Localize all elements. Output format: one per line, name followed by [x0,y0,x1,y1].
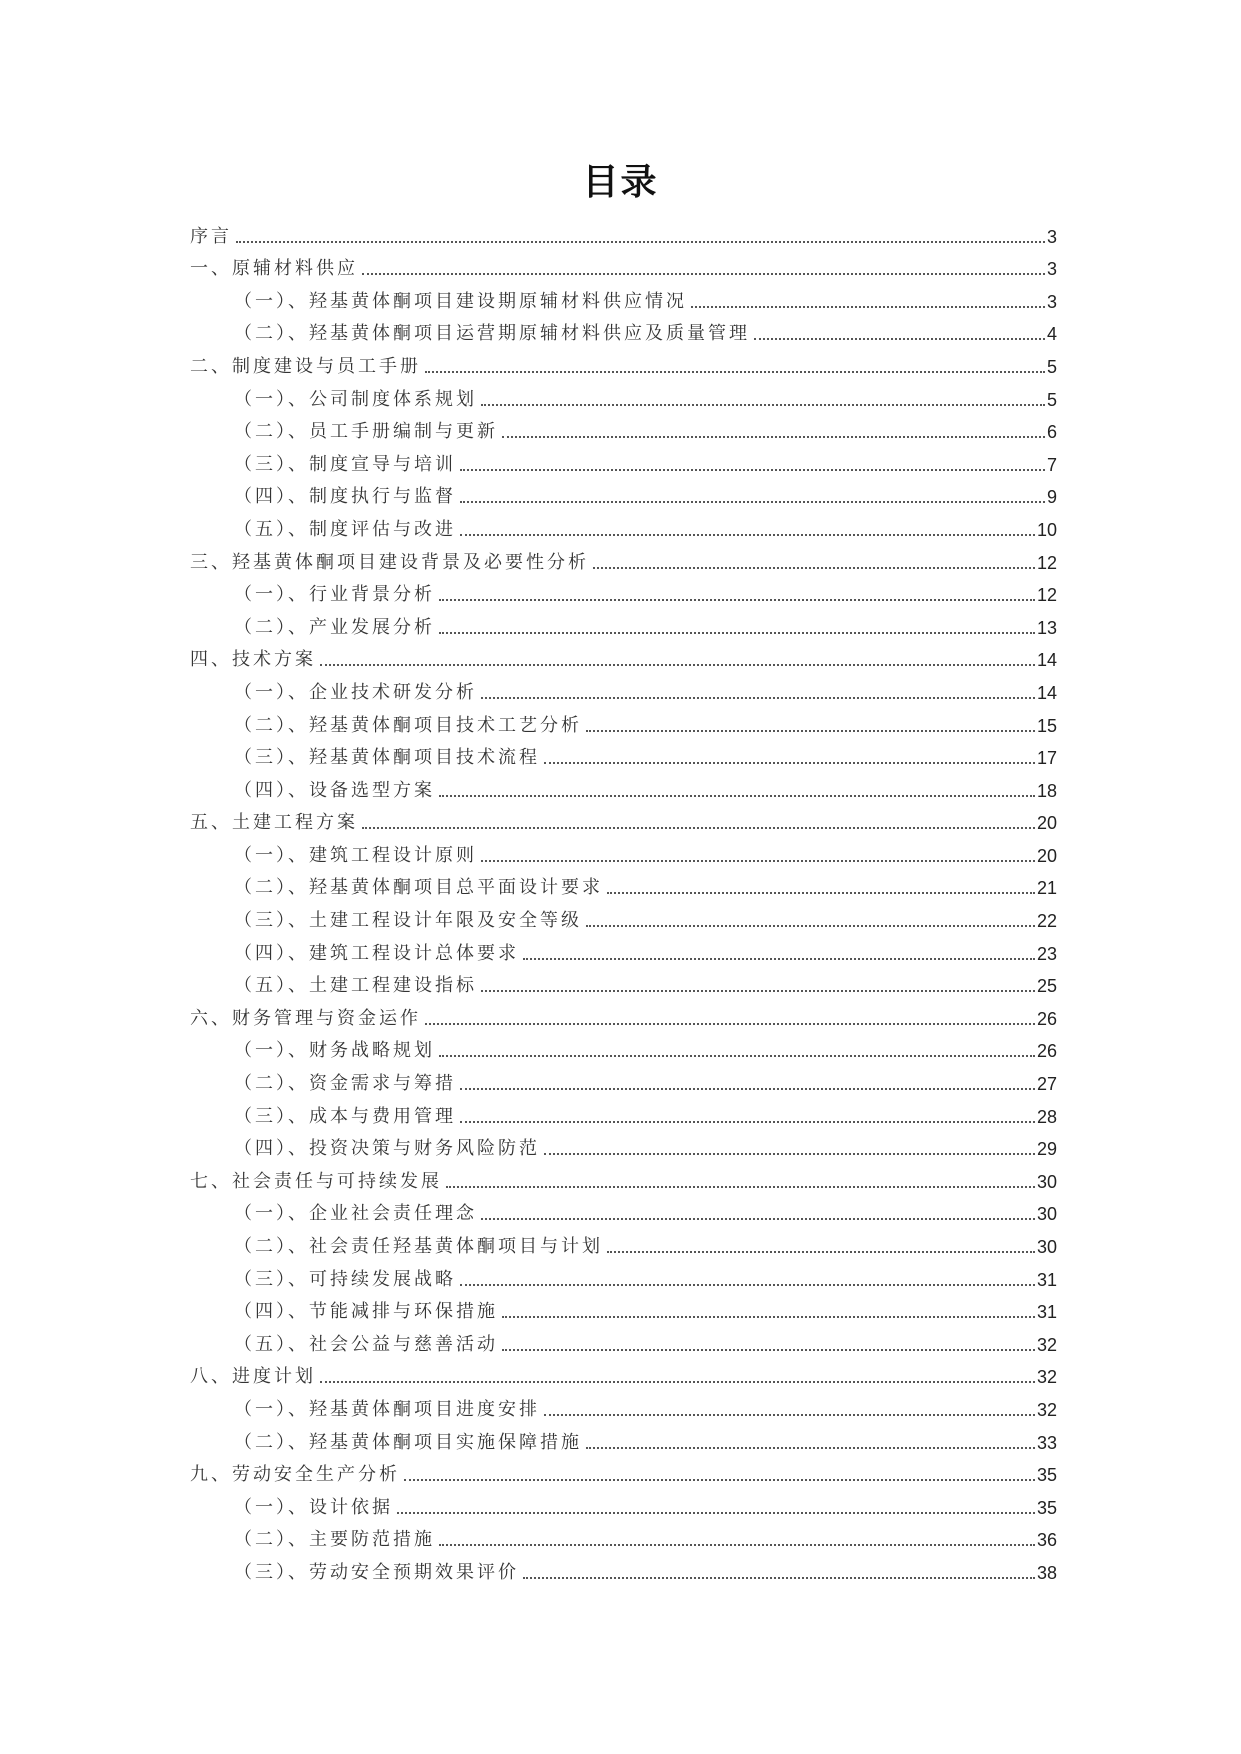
toc-dot-leader [460,1121,1035,1123]
toc-page-number: 25 [1036,976,1057,997]
toc-subsection-entry[interactable] [190,446,1057,479]
toc-dot-leader [691,306,1045,308]
toc-page-number: 12 [1036,552,1057,573]
toc-page-number: 17 [1036,748,1057,769]
toc-section-entry[interactable] [190,1457,1057,1490]
toc-dot-leader [586,925,1035,927]
toc-page-number: 32 [1036,1367,1057,1388]
toc-page-number: 28 [1036,1106,1057,1127]
toc-page-number: 30 [1036,1204,1057,1225]
toc-page-number: 36 [1036,1530,1057,1551]
toc-entry-title: （一）、羟基黄体酮项目进度安排 [234,1398,540,1420]
toc-dot-leader [460,1088,1035,1090]
toc-page-number: 30 [1036,1171,1057,1192]
toc-entry-title: 一、原辅材料供应 [190,258,358,280]
toc-page-number: 9 [1046,487,1057,508]
toc-subsection-entry[interactable] [190,1196,1057,1229]
toc-dot-leader [754,338,1045,340]
toc-entry-title: （四）、建筑工程设计总体要求 [234,942,519,964]
toc-dot-leader [439,1544,1035,1546]
toc-subsection-entry[interactable] [190,837,1057,870]
toc-entry-title: （二）、羟基黄体酮项目实施保障措施 [234,1431,582,1453]
toc-entry-title: 四、技术方案 [190,649,316,671]
toc-entry-title: （一）、财务战略规划 [234,1040,435,1062]
toc-entry-title: （五）、土建工程建设指标 [234,975,477,997]
toc-dot-leader [236,241,1045,243]
toc-entry-title: （四）、节能减排与环保措施 [234,1301,498,1323]
toc-entry-title: （二）、羟基黄体酮项目总平面设计要求 [234,877,603,899]
toc-entry-title: （一）、公司制度体系规划 [234,388,477,410]
toc-dot-leader [586,1447,1035,1449]
toc-subsection-entry[interactable] [190,674,1057,707]
toc-dot-leader [481,990,1035,992]
toc-page-number: 38 [1036,1562,1057,1583]
toc-dot-leader [481,697,1035,699]
toc-page-number: 27 [1036,1074,1057,1095]
toc-subsection-entry[interactable] [190,707,1057,740]
toc-dot-leader [523,958,1035,960]
toc-dot-leader [502,1316,1035,1318]
toc-subsection-entry[interactable] [190,1098,1057,1131]
toc-page-number: 12 [1036,585,1057,606]
toc-entry-title: （三）、劳动安全预期效果评价 [234,1561,519,1583]
toc-section-entry[interactable] [190,251,1057,284]
toc-entry-title: 序言 [190,225,232,247]
toc-section-entry[interactable] [190,1163,1057,1196]
toc-subsection-entry[interactable] [190,1522,1057,1555]
toc-dot-leader [460,1284,1035,1286]
toc-page-number: 32 [1036,1399,1057,1420]
toc-page-number: 14 [1036,650,1057,671]
toc-subsection-entry[interactable] [190,577,1057,610]
toc-dot-leader [320,1381,1035,1383]
toc-dot-leader [460,534,1035,536]
toc-subsection-entry[interactable] [190,316,1057,349]
toc-page-number: 35 [1036,1497,1057,1518]
toc-dot-leader [362,827,1035,829]
toc-page-number: 4 [1046,324,1057,345]
toc-dot-leader [362,273,1045,275]
toc-page-number: 20 [1036,813,1057,834]
toc-entry-title: 三、羟基黄体酮项目建设背景及必要性分析 [190,551,589,573]
toc-dot-leader [502,1349,1035,1351]
toc-subsection-entry[interactable] [190,1261,1057,1294]
toc-subsection-entry[interactable] [190,479,1057,512]
toc-subsection-entry[interactable] [190,772,1057,805]
toc-page-number: 33 [1036,1432,1057,1453]
toc-entry-title: 九、劳动安全生产分析 [190,1464,400,1486]
toc-entry-title: （一）、建筑工程设计原则 [234,844,477,866]
toc-page-number: 13 [1036,617,1057,638]
toc-dot-leader [607,1251,1035,1253]
toc-page-number: 3 [1046,226,1057,247]
toc-dot-leader [586,730,1035,732]
toc-page-number: 31 [1036,1269,1057,1290]
toc-subsection-entry[interactable] [190,1424,1057,1457]
toc-subsection-entry[interactable] [190,870,1057,903]
toc-dot-leader [460,501,1045,503]
toc-subsection-entry[interactable] [190,283,1057,316]
toc-page-number: 5 [1046,389,1057,410]
toc-dot-leader [425,371,1045,373]
toc-dot-leader [404,1479,1035,1481]
toc-entry-title: （四）、设备选型方案 [234,779,435,801]
toc-entry-title: （三）、羟基黄体酮项目技术流程 [234,747,540,769]
toc-entry-title: （二）、资金需求与筹措 [234,1073,456,1095]
toc-entry-title: 七、社会责任与可持续发展 [190,1170,442,1192]
toc-subsection-entry[interactable] [190,1489,1057,1522]
toc-page-number: 23 [1036,943,1057,964]
toc-page-number: 22 [1036,911,1057,932]
toc-page-number: 3 [1046,259,1057,280]
toc-page-number: 10 [1036,519,1057,540]
toc-page-number: 35 [1036,1465,1057,1486]
toc-section-entry[interactable] [190,1000,1057,1033]
toc-entry-title: （二）、主要防范措施 [234,1529,435,1551]
toc-subsection-entry[interactable] [190,1391,1057,1424]
toc-page-number: 15 [1036,715,1057,736]
toc-entry-title: （五）、制度评估与改进 [234,518,456,540]
toc-page-number: 18 [1036,780,1057,801]
toc-entry-title: （二）、社会责任羟基黄体酮项目与计划 [234,1236,603,1257]
toc-dot-leader [439,599,1035,601]
toc-page-number: 26 [1036,1008,1057,1029]
toc-subsection-entry[interactable] [190,902,1057,935]
toc-entry-title: （二）、羟基黄体酮项目技术工艺分析 [234,714,582,736]
toc-subsection-entry[interactable] [190,1294,1057,1327]
toc-entry-title: （二）、员工手册编制与更新 [234,421,498,443]
toc-section-entry[interactable] [190,1359,1057,1392]
toc-entry-title: （二）、产业发展分析 [234,616,435,638]
toc-page-number: 32 [1036,1334,1057,1355]
toc-subsection-entry[interactable] [190,511,1057,544]
toc-page-number: 26 [1036,1041,1057,1062]
toc-subsection-entry[interactable] [190,1033,1057,1066]
toc-page-number: 31 [1036,1302,1057,1323]
toc-page-number: 21 [1036,878,1057,899]
toc-page-number: 7 [1046,454,1057,475]
toc-entry-title: （一）、行业背景分析 [234,584,435,606]
toc-entry-title: 八、进度计划 [190,1366,316,1388]
toc-entry-title: （四）、投资决策与财务风险防范 [234,1138,540,1160]
toc-dot-leader [544,1414,1035,1416]
toc-subsection-entry[interactable] [190,1065,1057,1098]
toc-dot-leader [607,892,1035,894]
toc-section-entry[interactable] [190,218,1057,251]
toc-subsection-entry[interactable] [190,1131,1057,1164]
toc-subsection-entry[interactable] [190,414,1057,447]
toc-entry-title: （四）、制度执行与监督 [234,486,456,508]
toc-dot-leader [593,567,1035,569]
toc-page-number: 20 [1036,845,1057,866]
table-of-contents [190,218,1057,1587]
toc-subsection-entry[interactable] [190,968,1057,1001]
toc-dot-leader [481,1218,1035,1220]
toc-subsection-entry[interactable] [190,1554,1057,1587]
toc-dot-leader [425,1023,1035,1025]
toc-dot-leader [544,762,1035,764]
toc-dot-leader [481,860,1035,862]
toc-dot-leader [397,1512,1035,1514]
toc-subsection-entry[interactable] [190,1326,1057,1359]
toc-dot-leader [460,469,1045,471]
toc-dot-leader [502,436,1045,438]
toc-dot-leader [439,632,1035,634]
toc-entry-title: （三）、土建工程设计年限及安全等级 [234,910,582,932]
toc-entry-title: （三）、成本与费用管理 [234,1105,456,1127]
toc-dot-leader [439,1055,1035,1057]
toc-entry-title: （一）、羟基黄体酮项目建设期原辅材料供应情况 [234,290,687,312]
toc-subsection-entry[interactable] [190,935,1057,968]
toc-entry-title: 二、制度建设与员工手册 [190,355,421,377]
toc-page-number: 5 [1046,356,1057,377]
toc-dot-leader [439,795,1035,797]
toc-dot-leader [446,1186,1035,1188]
toc-entry-title: 六、财务管理与资金运作 [190,1007,421,1029]
toc-subsection-entry[interactable] [190,609,1057,642]
toc-section-entry[interactable] [190,544,1057,577]
toc-dot-leader [320,664,1035,666]
toc-entry-title: （一）、企业技术研发分析 [234,681,477,703]
page-title: 目录 [582,162,659,203]
toc-dot-leader [523,1577,1035,1579]
toc-subsection-entry[interactable] [190,381,1057,414]
toc-entry-title: （五）、社会公益与慈善活动 [234,1333,498,1355]
toc-dot-leader [481,404,1045,406]
toc-page-number: 6 [1046,422,1057,443]
toc-entry-title: （一）、设计依据 [234,1496,393,1518]
toc-entry-title: （一）、企业社会责任理念 [234,1203,477,1225]
toc-section-entry[interactable] [190,642,1057,675]
toc-entry-title: （三）、可持续发展战略 [234,1268,456,1290]
toc-page-number: 3 [1046,291,1057,312]
toc-entry-title: （三）、制度宣导与培训 [234,453,456,475]
toc-dot-leader [544,1153,1035,1155]
toc-subsection-entry[interactable] [190,1228,1057,1261]
toc-page-number: 14 [1036,682,1057,703]
toc-page-number: 30 [1036,1237,1057,1257]
toc-page-number: 29 [1036,1139,1057,1160]
toc-subsection-entry[interactable] [190,740,1057,773]
toc-section-entry[interactable] [190,805,1057,838]
toc-entry-title: 五、土建工程方案 [190,812,358,834]
toc-section-entry[interactable] [190,348,1057,381]
toc-entry-title: （二）、羟基黄体酮项目运营期原辅材料供应及质量管理 [234,323,750,345]
